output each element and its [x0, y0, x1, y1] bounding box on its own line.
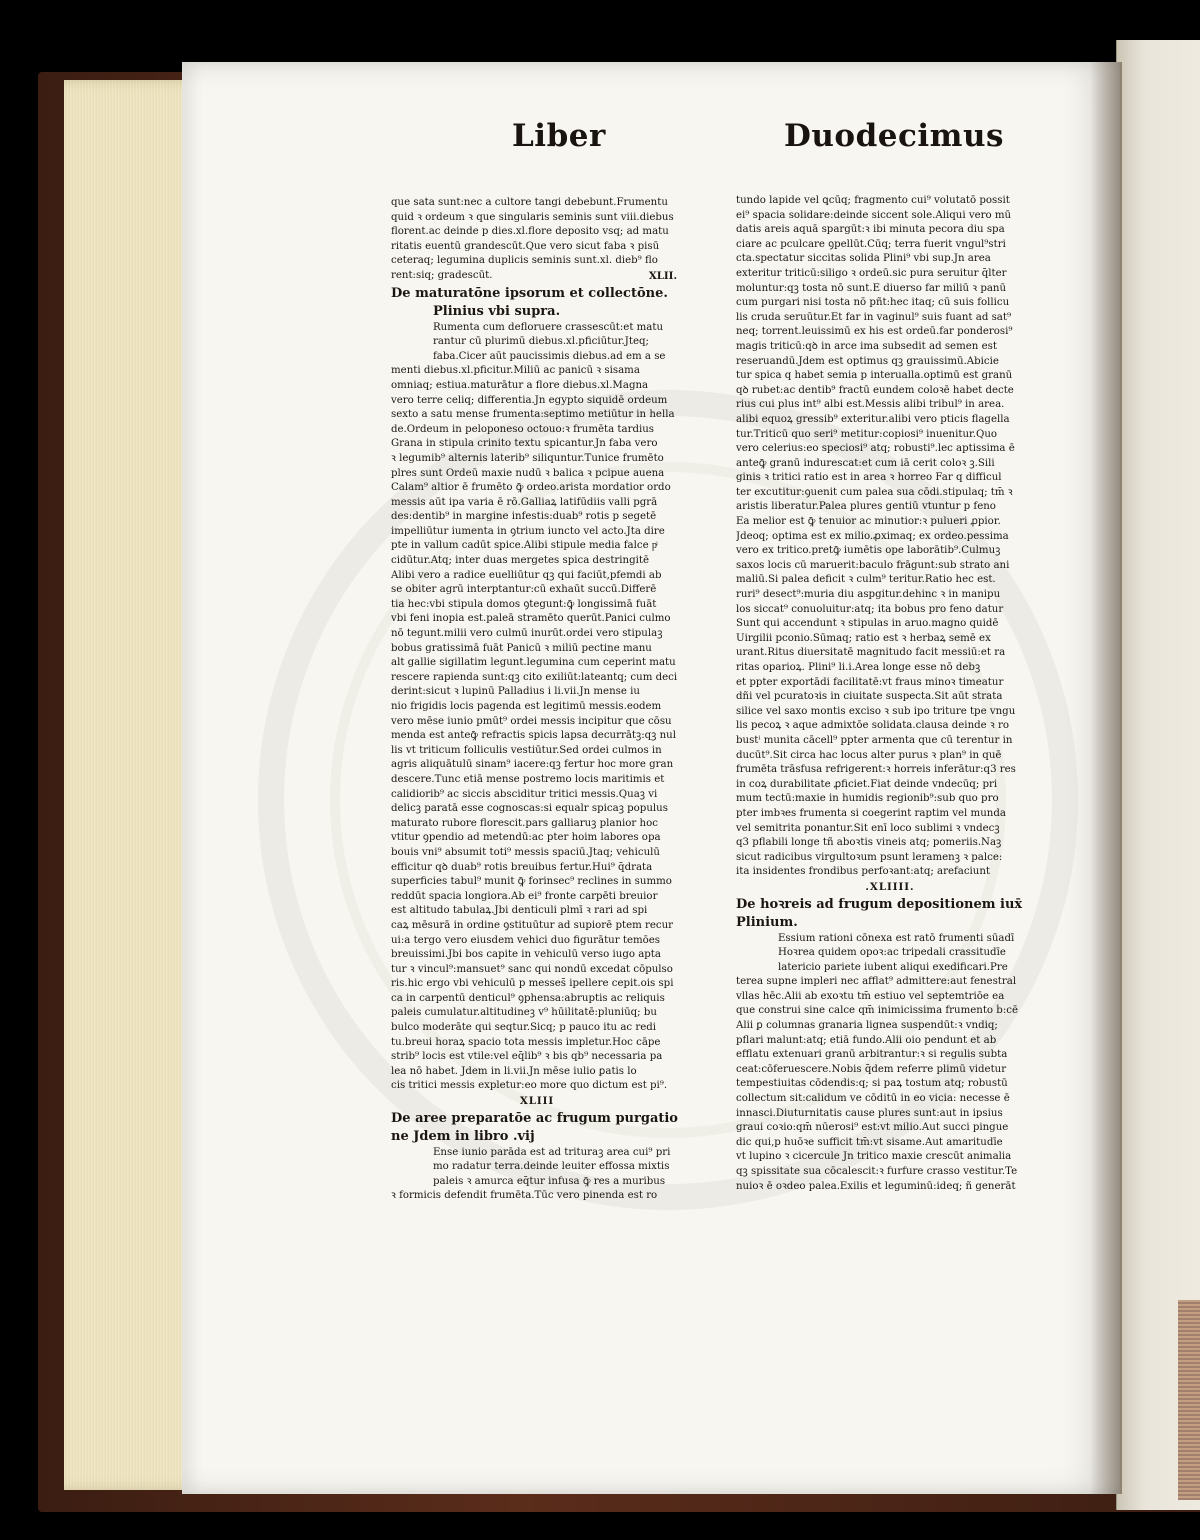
text-line: mo radatur terra.deinde leuiter effossa mixtis: [433, 1161, 670, 1173]
text-line: ruri⁹ desect⁹:muria diu aspgitur.dehinc ꝛ in manipu: [736, 589, 1001, 601]
text-line: ciare ac pculcare ꝯpellūt.Cūq; terra fuerit vngul⁹stri: [736, 238, 1006, 250]
text-line: caꝝ mēsurā in ordine ꝯstituūtur ad supiorē ptem recur: [391, 919, 674, 931]
text-line: ui:a tergo vero eiusdem vehici duo figurātur temōes: [391, 934, 661, 946]
text-line: ꝛ legumib⁹ alternis laterib⁹ siliquntur.Tunice frumēto: [391, 452, 664, 464]
text-line: calidiorib⁹ ac siccis absciditur tritici messis.Quaꝫ vi: [391, 788, 658, 800]
text-line: Sunt qui accendunt ꝛ stipulas in aruo.magno quidē: [736, 618, 999, 630]
text-line: pter imbꝛes frumenta si coegerint raptim vel munda: [736, 807, 1006, 819]
text-line: moluntur:qꝫ tosta nō sunt.E diuerso far miliū ꝛ panū: [736, 282, 1007, 294]
text-line: anteꝙ̄ granū indurescat:et cum iā cerit coloꝛ ꝫ.Sili: [736, 457, 995, 469]
text-line: que construi sine calce qm̄ inimicissima frumento ḃ:cē: [736, 1005, 1018, 1017]
text-line: menda est anteꝙ̄ refractis spicis lapsa decurrātꝫ:qꝫ nul: [391, 730, 676, 742]
text-line: tur spica q habet semia p interualla.optimū est granū: [736, 370, 1013, 382]
text-line: Essium rationi cōnexa est ratō frumenti sūadī: [778, 932, 1015, 944]
text-line: cta.spectatur siccitas solida Plini⁹ vbi sup.Jn area: [736, 253, 991, 265]
text-line: urant.Ritus diuersitatē magnitudo facit messiū:et ra: [736, 647, 1006, 659]
text-line: frumēta trāsfusa refrigerent:ꝛ horreis inferātur:q3 res: [736, 764, 1016, 776]
text-line: Alii ꝑ columnas granaria lignea suspendūt:ꝛ vndiq;: [736, 1020, 998, 1032]
text-line: vero mēse iunio pmūt⁹ ordei messis incipitur que cōsu: [391, 715, 672, 727]
text-line: terea supne impleri nec afflat⁹ admittere:aut fenestral: [736, 976, 1017, 988]
text-line: ceteraq; legumina duplicis seminis sunt.xl. dieb⁹ flo: [391, 255, 658, 267]
text-line: collectum sit:calidum ve cōditū in eo vicia: necesse ē: [736, 1093, 1010, 1105]
text-line: rius cui plus int⁹ albi est.Messis alibi tribul⁹ in area.: [736, 399, 1005, 411]
text-line: magis triticū:qꝺ in arce ima subsedit ad semen est: [736, 340, 997, 352]
text-line: sicut radicibus virgultoꝛum psunt leramenꝫ ꝛ palce:: [736, 851, 1003, 863]
text-line: impelliūtur iumenta in ꝯtrium iuncto vel acto.Jta dire: [391, 525, 665, 537]
text-line: rescere rapienda sunt:qꝫ cito exiliūt:lateantq; cum deci: [391, 671, 678, 683]
text-line: de.Ordeum in peloponeso octouo:ꝛ frumēta tardius: [391, 423, 655, 435]
left-text-column: [391, 196, 683, 1236]
text-line: Calam⁹ altior ē frumēto ꝙ̄ ordeo.arista mordatior ordo: [391, 482, 671, 494]
text-line: ducūt⁹.Sit circa hac locus alter purus ꝛ plan⁹ in quē: [736, 749, 1002, 761]
text-line: lea nō habet. Jdem in li.vii.Jn mēse iulio ꝑatis lo: [391, 1065, 637, 1077]
text-line: vero terre celiq; differentia.Jn egypto siquidē ordeum: [391, 394, 668, 406]
text-line: vel semitrita ponantur.Sit enī loco sublimi ꝛ vndecꝫ: [736, 822, 1000, 834]
text-line: dic qui,p huōꝛe sufficit tm̄:vt sisame.Aut amaritudīe: [736, 1136, 1003, 1148]
text-line: descere.Tunc etiā mense postremo locis maritimis et: [391, 773, 665, 785]
text-line: reddūt spacia longiora.Ab ei⁹ fronte carpēti breuior: [391, 890, 658, 902]
text-line: lis pecoꝝ ꝛ aque admixtōe solidata.clausa deinde ꝛ ro: [736, 720, 1009, 732]
text-line: maliū.Si palea deficit ꝛ culm⁹ teritur.Ratio hec est.: [736, 574, 996, 586]
text-line: nio frigidis locis pagenda est legitimū messis.eodem: [391, 701, 662, 712]
right-text-column: [736, 194, 1044, 1234]
text-line: Rumenta cum defloruere crassescūt:et matu: [433, 321, 664, 333]
text-line: Jdeoq; optima est ex milio.ꝓximaq; ex ordeo.pessima: [736, 530, 1009, 542]
text-line: innasci.Diuturnitatis cause plures sunt:aut in ipsius: [736, 1107, 1003, 1119]
text-line: paleis ꝛ amurca eq̄tur infusa ꝙ̄ res a muribus: [433, 1175, 666, 1187]
running-head-liber: Liber: [512, 118, 606, 154]
text-line: rantur cū plurimū diebus.xl.pficiūtur.Jteq;: [433, 336, 649, 348]
page-gutter-shadow: [1090, 62, 1122, 1494]
text-line: derint:sicut ꝛ lupinū Palladius i li.vii.Jn mense iu: [391, 686, 640, 698]
text-line: et ppter exportādi facilitatē:vt fraus minoꝛ timeatur: [736, 676, 1004, 688]
text-line: Alibi vero a radice euelliūtur qꝫ qui faciūt,pfemdi ab: [391, 569, 662, 581]
text-line: pte in vallum cadūt spice.Alibi stipule media falce pͥ: [391, 540, 657, 552]
chapter-heading: Plinium.: [736, 914, 798, 930]
text-line: sexto a satu mense frumenta:septimo metiūtur in hella: [391, 409, 675, 421]
text-line: Ea melior est ꝙ̄ tenuior ac minutior:ꝛ pulueri ꝓpior.: [736, 516, 1001, 528]
text-line: plres sunt Ordeū maxie nudū ꝛ balica ꝛ pcipue auena: [391, 467, 665, 479]
text-line: ꝛ formicis defendit frumēta.Tūc vero pinenda est ro: [391, 1190, 658, 1202]
text-line: ritatis euentū grandescūt.Que vero sicut faba ꝛ pisū: [391, 240, 660, 252]
text-line: vt lupino ꝛ cicercule Jn tritico maxie crescūt animalia: [736, 1151, 1012, 1163]
text-line: tundo lapide vel ꝗcūq; fragmento cui⁹ volutatō possit: [736, 195, 1010, 206]
running-head-duodecimus: Duodecimus: [784, 118, 1004, 154]
chapter-number: XLII.: [648, 269, 677, 282]
text-line: vero celerius:eo speciosi⁹ atq; robusti⁹.lec aptissima ē: [736, 443, 1015, 455]
text-line: nuioꝛ ē oꝛdeo palea.Exilis et leguminū:ideq; ñ generāt: [736, 1180, 1016, 1192]
text-line: mum tectū:maxie in humidis regionib⁹:sub quo pro: [736, 793, 999, 805]
text-line: latericio pariete iubent aliqui exedificari.Pre: [778, 961, 1008, 973]
chapter-heading: De aree preparatōe ac frugum purgatio: [391, 1110, 678, 1126]
text-line: aristis liberatur.Palea plures gentiū vtuntur p feno: [736, 501, 996, 513]
text-line: Hoꝛrea quidem opoꝛ:ac tripedali crassitudīe: [778, 947, 1006, 959]
text-line: ei⁹ spacia solidare:deinde siccent sole.Aliqui vero mū: [736, 209, 1012, 221]
text-line: lis vt triticum folliculis vestiūtur.Sed ordei culmos in: [391, 744, 662, 756]
source-attribution: Plinius vbi supra.: [433, 303, 561, 319]
text-line: qꝺ rubet:ac dentib⁹ fractū eundem coloꝛē habet decte: [736, 384, 1014, 396]
text-line: agris aliquātulū sinam⁹ iacere:qꝫ fertur hoc more gran: [391, 759, 674, 771]
text-line: datis areis aquā spargūt:ꝛ ibi minuta pecora diu spa: [736, 224, 1005, 236]
text-line: ca in carpentū denticul⁹ ꝯphensa:abruptis ac reliquis: [391, 992, 665, 1004]
text-line: nō tegunt.milii vero culmū inurūt.ordei vero stipulaꝫ: [391, 628, 663, 640]
text-line: lis cruda seruūtur.Et far in vaginul⁹ suis fuant ad sat⁹: [736, 311, 1012, 323]
text-line: efficitur qꝺ duab⁹ rotis breuibus fertur.Hui⁹ q̄drata: [391, 861, 653, 873]
text-line: tia hec:vbi stipula domos ꝯtegunt:ꝙ̄ longissimā fuāt: [391, 598, 657, 610]
text-line: ris.hic ergo vbi vehiculū p messes̄ ipellere cepit.ois spi: [391, 978, 674, 990]
text-line: qꝫ spissitate sua cōcalescit:ꝛ furfure crasso vestitur.Te: [736, 1166, 1018, 1177]
text-line: ita insidentes frondibus perfoꝛant:atq; arefaciunt: [736, 866, 991, 878]
text-line: graui coꝛio:qm̄ nūerosi⁹ est:vt milio.Aut succi pingue: [736, 1122, 1009, 1134]
chapter-heading: ne Jdem in libro .vij: [391, 1128, 535, 1144]
text-line: efflatu extenuari granū arbitrantur:ꝛ si regulis subta: [736, 1049, 1008, 1061]
text-line: in coꝝ durabilitate ꝓficiet.Fiat deinde vndecūq; pri: [736, 778, 998, 790]
chapter-heading: De maturatōne ipsorum et collectōne.: [391, 285, 668, 301]
text-line: faba.Cicer aūt paucissimis diebus.ad em a se: [433, 350, 666, 362]
chapter-number: .XLIIII.: [865, 880, 915, 893]
text-line: delicꝫ paratā esse cognoscas:si equalr spicaꝫ populus: [391, 803, 668, 815]
text-line: Uirgilii pconio.Sūmaq; ratio est ꝛ herbaꝝ semē ex: [736, 632, 991, 644]
text-line: dñi vel pcuratoꝛis in ciuitate suspecta.Sit aūt strata: [736, 691, 1003, 703]
text-line: silice vel saxo montis exciso ꝛ sub ipo triture tpe vngu: [736, 705, 1016, 717]
text-line: Grana in stipula crinito textu spicantur.Jn faba vero: [391, 438, 658, 450]
text-line: tur ꝛ vincul⁹:mansuet⁹ sanc qui nondū excedat cōpulso: [391, 963, 673, 975]
text-line: breuissimi.Jbi bos capite in vehiculū verso iugo apta: [391, 949, 661, 961]
text-line: superficies tabul⁹ munit ꝙ̄ forinsec⁹ reclines in summo: [391, 876, 672, 888]
text-line: ritas oparioꝝ. Plini⁹ li.i.Area longe esse nō debꝫ: [736, 662, 981, 673]
text-line: q3 pflabili longe tñ aboꝛtis vineis atq; pomeriis.Naꝫ: [736, 837, 1002, 849]
text-line: omniaq; estiua.maturātur a flore diebus.xl.Magna: [391, 379, 649, 391]
text-line: cis tritici messis expletur:eo more quo dictum est pi⁹.: [391, 1080, 668, 1092]
text-line: messis aūt ipa varia ē rō.Galliaꝝ latifūdiis valli pgrā: [391, 496, 658, 508]
text-line: tur.Triticū quo seri⁹ metitur:copiosi⁹ inuenitur.Quo: [736, 428, 998, 440]
text-line: paleis cumulatur.altitudineꝫ v⁹ hūilitatē:pluniūq; bu: [391, 1007, 657, 1019]
text-line: rent:siq; gradescūt.: [391, 269, 493, 281]
text-line: alibi equoꝝ gressib⁹ exteritur.alibi vero pticis flagella: [736, 413, 1010, 425]
text-line: que sata sunt:nec a cultore tangi debebunt.Frumentu: [391, 197, 668, 208]
text-line: cidūtur.Atq; inter duas mergetes spica destringitē: [391, 555, 650, 567]
text-line: bustⁱ munita cācell⁹ ppter armenta que cū terentur in: [736, 734, 1013, 746]
chapter-number: XLIII: [519, 1095, 555, 1108]
facing-cover-edge: [1178, 1300, 1200, 1500]
text-line: ter excutitur:ꝯuenit cum palea sua cōdi.stipulaq; tm̄ ꝛ: [736, 486, 1013, 498]
text-line: strib⁹ locis est vtile:vel eq̄lib⁹ ꝛ bis qb⁹ necessaria pa: [391, 1051, 663, 1063]
text-line: se obiter agrū interptantur:cū exhaūt succū.Differē: [391, 584, 657, 596]
text-line: bobus gratissimā fuāt Panicū ꝛ miliū pectine manu: [391, 642, 652, 654]
text-line: vllas hēc.Alii ab exoꝛtu tm̄ estiuo vel septemtriōe ea: [736, 990, 1005, 1002]
text-line: ceat:cōferuescere.Nobis q̄dem referre plimū videtur: [736, 1063, 1007, 1075]
text-line: neq; torrent.leuissimū ex his est ordeū.far ponderosi⁹: [736, 326, 1013, 338]
text-line: est altitudo tabulaꝝ.Jbi denticuli plmī ꝛ rari ad spi: [391, 905, 648, 917]
text-line: reseruandū.Jdem est optimus qꝫ grauissimū.Abicie: [736, 355, 999, 367]
text-line: bouis vni⁹ absumit toti⁹ messis spaciū.Jtaq; vehiculū: [391, 846, 660, 858]
text-line: vtitur ꝯpendio ad metendū:ac pter hoim labores opa: [391, 832, 661, 844]
text-line: quid ꝛ ordeum ꝛ que singularis seminis sunt viii.diebus: [391, 211, 674, 223]
text-line: exteritur triticū:siligo ꝛ ordeū.sic pura seruitur q̄lter: [736, 267, 1007, 279]
text-line: saxos locis cū maruerit:baculo frāgunt:sub strato ani: [736, 559, 1010, 571]
text-line: ginis ꝛ tritici ratio est in area ꝛ horreo Far q difficul: [736, 472, 1002, 484]
text-line: los siccat⁹ conuoluitur:atq; ita bobus pro feno datur: [736, 603, 1004, 615]
text-line-with-chapter-number: [391, 269, 683, 284]
text-line: bulco moderāte qui seqtur.Sicq; p pauco itu ac redi: [391, 1022, 657, 1034]
text-line: florent.ac deinde p dies.xl.flore deposito vsq; ad matu: [391, 226, 669, 238]
text-line: alt gallie sigillatim legunt.legumina cum ceperint matu: [391, 657, 676, 669]
text-line: pflari malunt:atq; etiā fundo.Alii oio pendunt et ab: [736, 1034, 997, 1046]
text-line: vero ex tritico.pretꝙ̄ iumētis ope laborātib⁹.Culmuꝫ: [736, 545, 1001, 557]
facing-page-edge: [1116, 40, 1200, 1510]
text-line: cum purgari nisi tosta nō pñt:hec itaq; cū suis follicu: [736, 297, 1010, 309]
text-line: vbi feni inopia est.paleā stramēto querūt.Panici culmo: [391, 613, 671, 625]
text-line: menti diebus.xl.pficitur.Miliū ac panicū ꝛ sisama: [391, 365, 640, 377]
text-line: Ense iunio parāda est ad trituraꝫ area cui⁹ pri: [433, 1146, 671, 1158]
text-line: maturato rubore florescit.pars galliaruꝫ planior hoc: [391, 817, 658, 829]
chapter-heading: De hoꝛreis ad frugum depositionem iux̄: [736, 896, 1023, 912]
text-line: des:dentib⁹ in margine infestis:duab⁹ rotis p segetē: [391, 511, 657, 523]
text-line: tempestiuitas cōdendis:q; si paꝝ tostum atq; robustū: [736, 1078, 1008, 1090]
text-line: tu.breui horaꝝ spacio tota messis impletur.Hoc cāpe: [391, 1036, 661, 1048]
